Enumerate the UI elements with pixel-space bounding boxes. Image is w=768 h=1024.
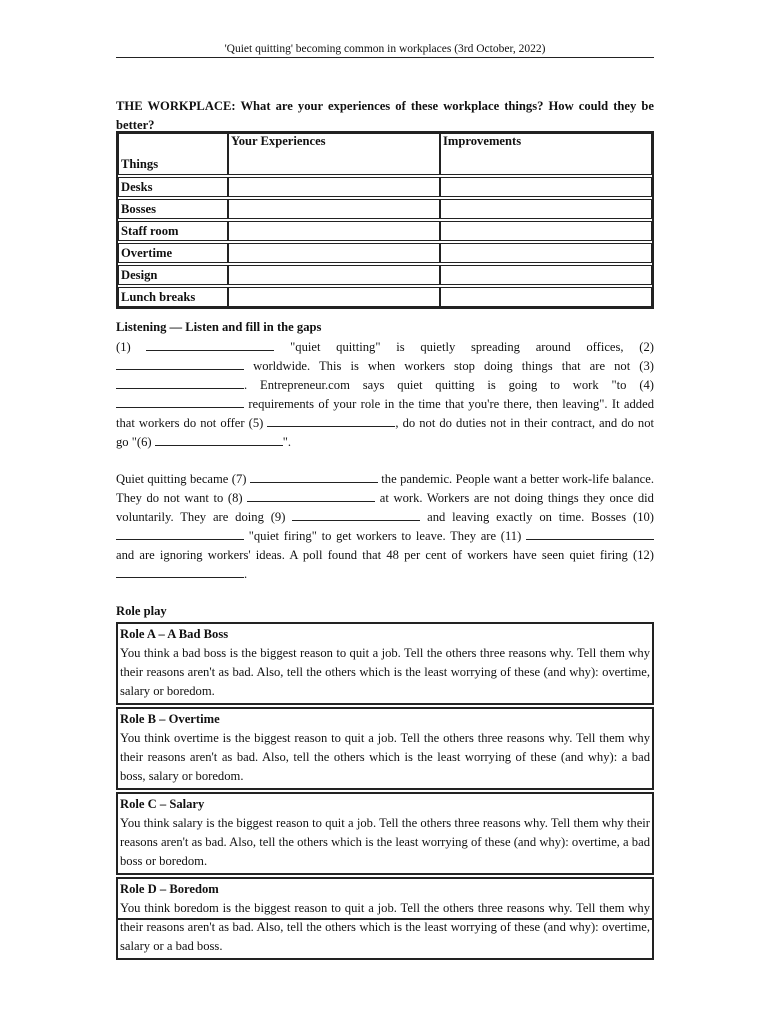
text-segment: ". bbox=[282, 435, 292, 450]
text-segment: "quiet quitting" is quietly spreading around offices, (2) bbox=[290, 340, 654, 354]
table-row bbox=[118, 221, 652, 241]
text-segment: at work. Workers are not doing things they once did voluntarily. They are doing (9) bbox=[116, 491, 654, 525]
page-header: 'Quiet quitting' becoming common in workplaces (3rd October, 2022) bbox=[116, 42, 654, 58]
text-segment: , do not do duties not in their contract, and do not go "(6) bbox=[116, 416, 655, 450]
role-name: Role B – Overtime bbox=[120, 712, 220, 726]
role-description: You think overtime is the biggest reason to quit a job. Tell the others three reasons why. Tell them why their reasons aren't as bad. Also, tell the others which is the least worrying of these (and why): a bad boss, salary or boredom. bbox=[120, 731, 650, 783]
text-segment: and leaving exactly on time. Bosses (10) bbox=[427, 510, 654, 525]
gap-blank-5[interactable] bbox=[267, 414, 395, 427]
improvement-cell[interactable] bbox=[440, 243, 652, 263]
table-row bbox=[118, 243, 652, 263]
gap-blank-7[interactable] bbox=[250, 470, 378, 483]
row-label: Overtime bbox=[118, 243, 228, 263]
text-segment: and are ignoring workers' ideas. A poll found that 48 per cent of workers have seen quiet firing (12) bbox=[116, 548, 654, 563]
experience-cell[interactable] bbox=[228, 243, 440, 263]
table-row bbox=[118, 287, 652, 307]
text-segment: . bbox=[244, 567, 248, 582]
improvement-cell[interactable] bbox=[440, 177, 652, 197]
gap-blank-12[interactable] bbox=[116, 565, 244, 578]
text-segment: . Entrepreneur.com says quiet quitting is going to work "to (4) bbox=[244, 378, 654, 393]
role-name: Role A – A Bad Boss bbox=[120, 627, 229, 641]
listening-paragraph-2 bbox=[116, 470, 654, 585]
gap-blank-8[interactable] bbox=[247, 489, 375, 502]
column-header-improvements: Improvements bbox=[440, 133, 652, 175]
gap-blank-9[interactable] bbox=[292, 508, 420, 521]
column-header-things: Things bbox=[118, 133, 228, 175]
text-segment: the pandemic. People want a better work-life balance. They do not want to (8) bbox=[116, 472, 655, 506]
role-description: You think boredom is the biggest reason to quit a job. Tell the others three reasons why. Tell them why their reasons aren't as bad. Also, tell the others which is the least worrying of these (and why): overtime, salary or a bad boss. bbox=[120, 901, 650, 953]
gap-blank-2[interactable] bbox=[116, 357, 244, 370]
text-segment: Quiet quitting became (7) bbox=[116, 472, 247, 486]
role-name: Role C – Salary bbox=[120, 797, 205, 811]
row-label: Desks bbox=[118, 177, 228, 197]
improvement-cell[interactable] bbox=[440, 199, 652, 219]
table-row bbox=[118, 199, 652, 219]
text-segment: "quiet firing" to get workers to leave. They are (11) bbox=[248, 529, 522, 544]
role-card-d bbox=[116, 877, 654, 960]
gap-blank-1[interactable] bbox=[146, 338, 274, 351]
role-card-c bbox=[116, 792, 654, 875]
experience-cell[interactable] bbox=[228, 287, 440, 307]
row-label: Lunch breaks bbox=[118, 287, 228, 307]
role-card-b bbox=[116, 707, 654, 790]
gap-blank-3[interactable] bbox=[116, 376, 244, 389]
listening-title: Listening — Listen and fill in the gaps bbox=[116, 320, 322, 334]
roleplay-title: Role play bbox=[116, 604, 167, 618]
gap-blank-6[interactable] bbox=[155, 433, 283, 446]
role-name: Role D – Boredom bbox=[120, 882, 219, 896]
row-label: Staff room bbox=[118, 221, 228, 241]
improvement-cell[interactable] bbox=[440, 287, 652, 307]
gap-blank-10[interactable] bbox=[116, 527, 244, 540]
gap-blank-11[interactable] bbox=[526, 527, 654, 540]
role-description: You think salary is the biggest reason to quit a job. Tell the others three reasons why. Tell them why their reasons aren't as bad. Also, tell the others which is the least worrying of these (and why): overtime, a bad boss or boredom. bbox=[120, 816, 650, 868]
improvement-cell[interactable] bbox=[440, 221, 652, 241]
experience-cell[interactable] bbox=[228, 199, 440, 219]
text-segment: worldwide. This is when workers stop doing things that are not (3) bbox=[253, 359, 654, 374]
experience-cell[interactable] bbox=[228, 177, 440, 197]
row-label: Bosses bbox=[118, 199, 228, 219]
table-row bbox=[118, 265, 652, 285]
roleplay-cards bbox=[116, 622, 654, 953]
experience-cell[interactable] bbox=[228, 221, 440, 241]
column-header-experiences: Your Experiences bbox=[228, 133, 440, 175]
role-description: You think a bad boss is the biggest reason to quit a job. Tell the others three reasons why. Tell them why their reasons aren't as bad. Also, tell the others which is the least worrying of these (and why): overtime, salary or boredom. bbox=[120, 646, 650, 698]
experience-cell[interactable] bbox=[228, 265, 440, 285]
improvement-cell[interactable] bbox=[440, 265, 652, 285]
workplace-section-title: THE WORKPLACE: What are your experiences of these workplace things? How could they be better? bbox=[116, 99, 654, 132]
role-card-a bbox=[116, 622, 654, 705]
text-segment: (1) bbox=[116, 340, 131, 354]
gap-blank-4[interactable] bbox=[116, 395, 244, 408]
row-label: Design bbox=[118, 265, 228, 285]
text-segment: requirements of your role in the time that you're there, then leaving". It added that workers do not offer (5) bbox=[116, 397, 654, 431]
listening-paragraph-1 bbox=[116, 338, 654, 453]
workplace-table bbox=[116, 131, 654, 309]
table-row bbox=[118, 177, 652, 197]
